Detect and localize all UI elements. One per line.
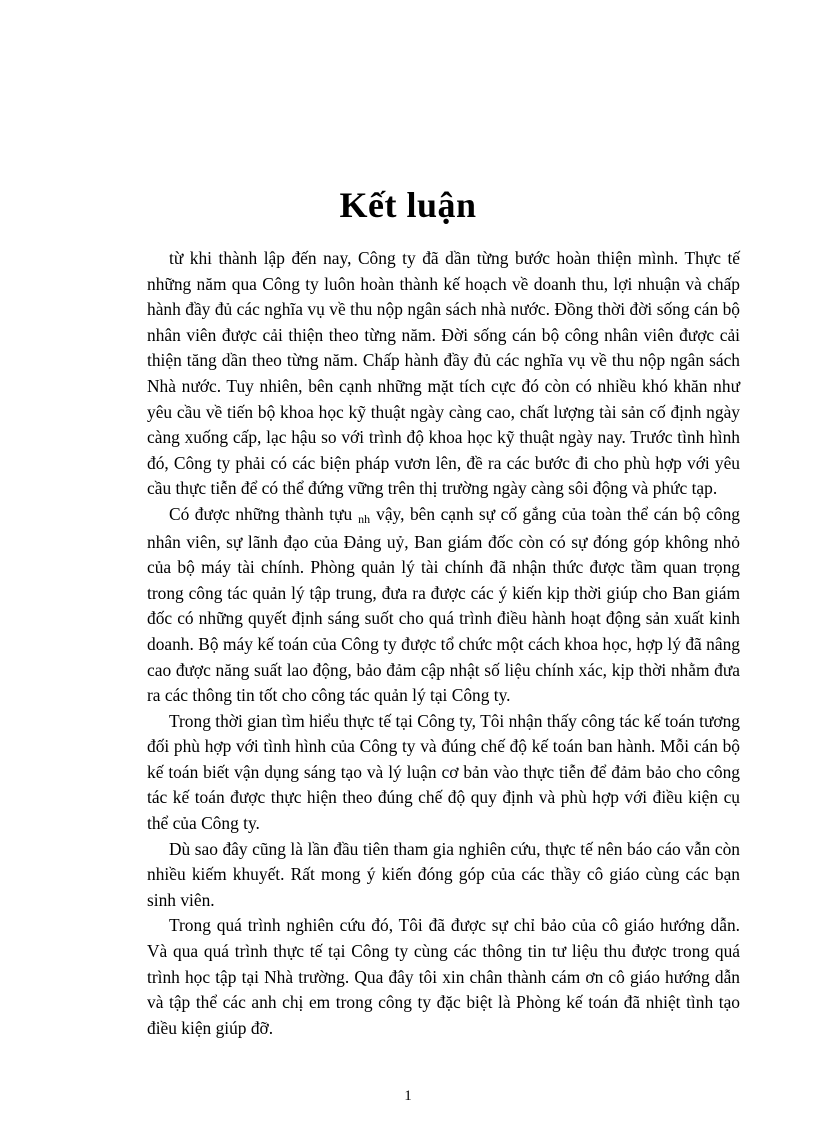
paragraph-2 [147,502,740,709]
paragraph-3: Trong thời gian tìm hiểu thực tế tại Công ty, Tôi nhận thấy công tác kế toán tương đối phù hợp với tình hình của Công ty và đúng chế độ kế toán ban hành. Mỗi cán bộ kế toán biết vận dụng sáng tạo và lý luận cơ bản vào thực tiễn để đảm bảo cho công tác kế toán được thực hiện theo đúng chế độ quy định và phù hợp với điều kiện cụ thể của Công ty. [147,710,740,834]
paragraph-5: Trong quá trình nghiên cứu đó, Tôi đã được sự chỉ bảo của cô giáo hướng dẫn. Và qua quá trình thực tế tại Công ty cùng các thông tin tư liệu thu được trong quá trình học tập tại Nhà trường. Qua đây tôi xin chân thành cám ơn cô giáo hướng dẫn và tập thể các anh chị em trong công ty đặc biệt là Phòng kế toán đã nhiệt tình tạo điều kiện giúp đỡ. [147,915,740,1038]
paragraph-1: từ khi thành lập đến nay, Công ty đã dần từng bước hoàn thiện mình. Thực tế những năm qua Công ty luôn hoàn thành kế hoạch về doanh thu, lợi nhuận và chấp hành đầy đủ các nghĩa vụ về thu nộp ngân sách nhà nước. Đồng thời đời sống cán bộ nhân viên được cải thiện theo từng năm. Đời sống cán bộ công nhân viên được cải thiện tăng dần theo từng năm. Chấp hành đầy đủ các nghĩa vụ về thu nộp ngân sách Nhà nước. Tuy nhiên, bên cạnh những mặt tích cực đó còn có nhiều khó khăn như yêu cầu về tiến bộ khoa học kỹ thuật ngày càng cao, chất lượng tài sản cố định ngày càng xuống cấp, lạc hậu so với trình độ khoa học kỹ thuật ngày nay. Trước tình hình đó, Công ty phải có các biện pháp vươn lên, đề ra các bước đi cho phù hợp với yêu cầu thực tiễn để có thể đứng vững trên thị trường ngày càng sôi động và phức tạp. [147,248,740,499]
body-text [147,246,740,1041]
paragraph-2-fragment: nh [358,511,371,526]
paragraph-4: Dù sao đây cũng là lần đầu tiên tham gia nghiên cứu, thực tế nên báo cáo vẫn còn nhiều kiếm khuyết. Rất mong ý kiến đóng góp của các thầy cô giáo cùng các bạn sinh viên. [147,838,740,910]
paragraph-2-before: Có được những thành tựu [169,503,353,524]
page-number: 1 [404,1088,412,1104]
paragraph-2-after: vậy, bên cạnh sự cố gắng của toàn thể cán bộ công nhân viên, sự lãnh đạo của Đảng uỷ, Ban giám đốc còn có sự đóng góp không nhỏ của bộ máy tài chính. Phòng quản lý tài chính đã nhận thức được tầm quan trọng trong công tác quản lý tập trung, đưa ra được các ý kiến kịp thời giúp cho Ban giám đốc có những quyết định sáng suốt cho quá trình điều hành hoạt động sản xuất kinh doanh. Bộ máy kế toán của Công ty được tổ chức một cách khoa học, hợp lý đã nâng cao được năng suất lao động, bảo đảm cập nhật số liệu chính xác, kịp thời nhằm đưa ra các thông tin tốt cho công tác quản lý tại Công ty. [147,503,740,706]
page-title: Kết luận [339,185,477,225]
